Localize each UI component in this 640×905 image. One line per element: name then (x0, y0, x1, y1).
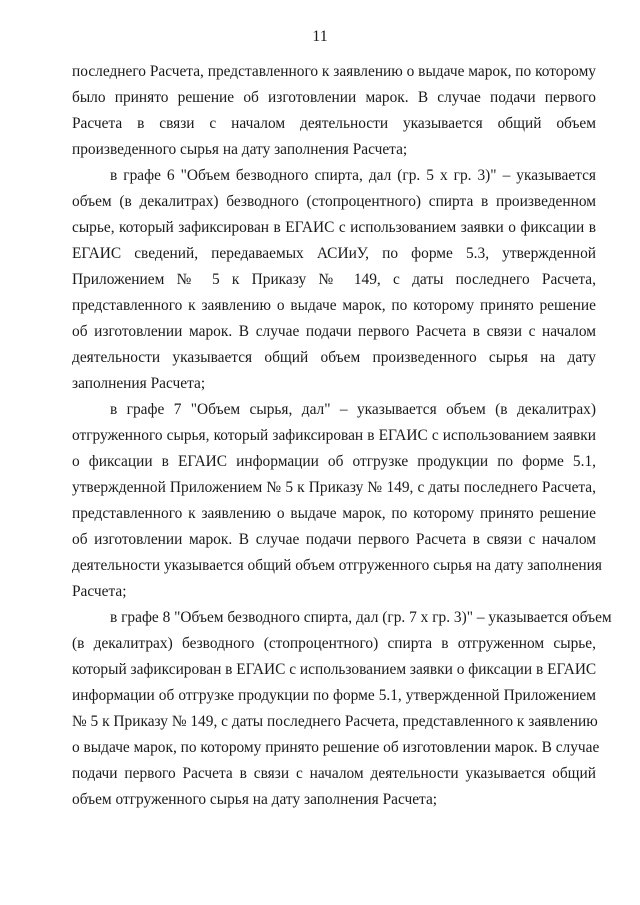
text-line: ЕГАИС сведений, передаваемых АСИиУ, по форме 5.3, утвержденной (72, 245, 596, 262)
text-line: информации об отгрузке продукции по форме 5.1, утвержденной Приложением (72, 687, 596, 704)
text-line: Расчета; (72, 583, 127, 600)
text-line: сырье, который зафиксирован в ЕГАИС с использованием заявки о фиксации в (72, 219, 596, 236)
text-line: № 5 к Приказу № 149, с даты последнего Расчета, представленного к заявлению (72, 713, 598, 730)
text-line: было принято решение об изготовлении марок. В случае подачи первого (72, 89, 596, 106)
text-line: последнего Расчета, представленного к заявлению о выдаче марок, по которому (72, 63, 597, 80)
text-line: представленного к заявлению о выдаче марок, по которому принято решение (72, 297, 596, 314)
text-line: в графе 7 "Объем сырья, дал" – указывается объем (в декалитрах) (110, 401, 596, 418)
text-line: Расчета в связи с началом деятельности указывается общий объем (72, 115, 596, 132)
text-line: произведенного сырья на дату заполнения Расчета; (72, 141, 408, 158)
text-line: деятельности указывается общий объем произведенного сырья на дату (72, 349, 596, 366)
text-line: подачи первого Расчета в связи с началом деятельности указывается общий (72, 765, 596, 782)
text-line: (в декалитрах) безводного (стопроцентного) спирта в отгруженном сырье, (72, 635, 596, 652)
text-line: объем (в декалитрах) безводного (стопроцентного) спирта в произведенном (72, 193, 596, 210)
text-line: о фиксации в ЕГАИС информации об отгрузке продукции по форме 5.1, (72, 453, 596, 470)
text-line: о выдаче марок, по которому принято решение об изготовлении марок. В случае (72, 739, 600, 756)
text-line: представленного к заявлению о выдаче марок, по которому принято решение (72, 505, 596, 522)
text-line: Приложением № 5 к Приказу № 149, с даты последнего Расчета, (72, 271, 596, 288)
text-line: об изготовлении марок. В случае подачи первого Расчета в связи с началом (72, 531, 596, 548)
page-number: 11 (312, 28, 328, 45)
text-line: утвержденной Приложением № 5 к Приказу № 149, с даты последнего Расчета, (72, 479, 596, 496)
text-line: который зафиксирован в ЕГАИС с использованием заявки о фиксации в ЕГАИС (72, 661, 597, 678)
text-line: в графе 6 "Объем безводного спирта, дал (гр. 5 х гр. 3)" – указывается (110, 167, 596, 184)
text-line: деятельности указывается общий объем отгруженного сырья на дату заполнения (72, 557, 602, 574)
text-line: в графе 8 "Объем безводного спирта, дал (гр. 7 х гр. 3)" – указывается объем (110, 609, 612, 626)
text-line: заполнения Расчета; (72, 375, 206, 392)
text-line: отгруженного сырья, который зафиксирован в ЕГАИС с использованием заявки (72, 427, 596, 444)
text-line: объем отгруженного сырья на дату заполнения Расчета; (72, 791, 438, 808)
text-line: об изготовлении марок. В случае подачи первого Расчета в связи с началом (72, 323, 596, 340)
